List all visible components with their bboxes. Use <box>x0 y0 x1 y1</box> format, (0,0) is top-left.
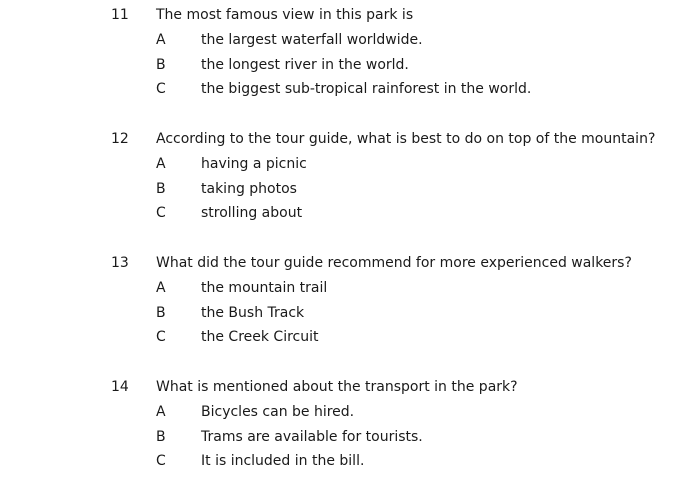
option-text: the mountain trail <box>201 279 328 296</box>
option-letter: C <box>156 81 166 98</box>
question-stem <box>0 127 700 152</box>
option-letter: C <box>156 329 166 346</box>
question-12 <box>0 127 700 226</box>
option-letter: B <box>156 180 166 197</box>
option-text: having a picnic <box>201 155 307 172</box>
question-text: The most famous view in this park is <box>156 7 414 23</box>
option-text: strolling about <box>201 205 303 222</box>
question-stem <box>0 375 700 400</box>
option-a <box>0 276 700 301</box>
option-b <box>0 425 700 450</box>
question-text: According to the tour guide, what is best to do on top of the mountain? <box>156 131 656 147</box>
option-letter: B <box>156 428 166 445</box>
question-text: What did the tour guide recommend for more experienced walkers? <box>156 255 632 271</box>
option-c <box>0 449 700 474</box>
option-letter: A <box>156 279 166 296</box>
option-letter: A <box>156 403 166 420</box>
option-a <box>0 400 700 425</box>
option-c <box>0 201 700 226</box>
option-text: the Bush Track <box>201 304 305 321</box>
option-letter: C <box>156 205 166 222</box>
option-c <box>0 325 700 350</box>
option-text: taking photos <box>201 180 297 197</box>
question-text: What is mentioned about the transport in the park? <box>156 379 518 395</box>
option-text: Bicycles can be hired. <box>201 403 355 420</box>
option-text: the longest river in the world. <box>201 56 409 73</box>
option-b <box>0 53 700 78</box>
option-text: the Creek Circuit <box>201 329 319 346</box>
option-c <box>0 77 700 102</box>
option-text: the largest waterfall worldwide. <box>201 31 423 48</box>
option-letter: A <box>156 155 166 172</box>
question-number: 14 <box>111 379 129 395</box>
question-number: 13 <box>111 255 129 271</box>
option-text: It is included in the bill. <box>201 453 365 470</box>
option-letter: C <box>156 453 166 470</box>
option-b <box>0 177 700 202</box>
question-11 <box>0 3 700 102</box>
question-14 <box>0 375 700 474</box>
option-a <box>0 152 700 177</box>
question-stem <box>0 3 700 28</box>
option-b <box>0 301 700 326</box>
option-text: Trams are available for tourists. <box>201 428 423 445</box>
option-a <box>0 28 700 53</box>
option-letter: B <box>156 304 166 321</box>
option-letter: A <box>156 31 166 48</box>
option-text: the biggest sub-tropical rainforest in the world. <box>201 81 532 98</box>
question-13 <box>0 251 700 350</box>
question-number: 12 <box>111 131 129 147</box>
question-number: 11 <box>111 7 129 23</box>
option-letter: B <box>156 56 166 73</box>
question-stem <box>0 251 700 276</box>
